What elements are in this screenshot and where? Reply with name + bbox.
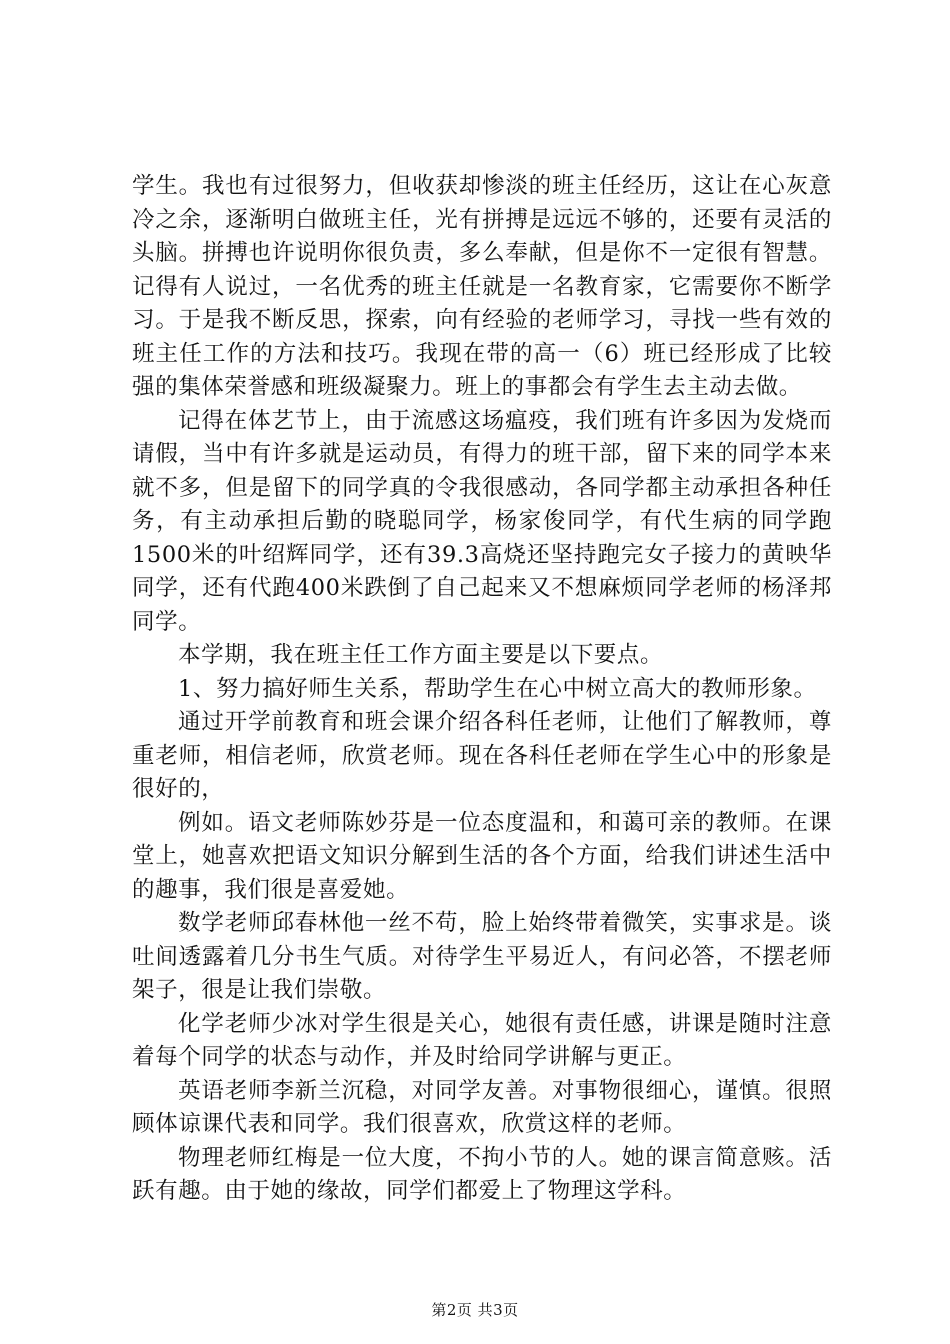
paragraph-6: 例如。语文老师陈妙芬是一位态度温和，和蔼可亲的教师。在课堂上，她喜欢把语文知识分解到生活的各个方面，给我们讲述生活中的趣事，我们很是喜爱她。 [132, 809, 832, 903]
paragraph-2: 记得在体艺节上，由于流感这场瘟疫，我们班有许多因为发烧而请假，当中有许多就是运动员，有得力的班干部，留下来的同学本来就不多，但是留下的同学真的令我很感动，各同学都主动承担各种任务，有主动承担后勤的晓聪同学，杨家俊同学，有代生病的同学跑1500米的叶绍辉同学，还有39.3高烧还坚持跑完女子接力的黄映华同学，还有代跑400米跌倒了自己起来又不想麻烦同学老师的杨泽邦同学。 [132, 407, 832, 635]
document-body [132, 170, 832, 1209]
paragraph-9: 英语老师李新兰沉稳，对同学友善。对事物很细心，谨慎。很照顾体谅课代表和同学。我们很喜欢，欣赏这样的老师。 [132, 1077, 832, 1137]
paragraph-7: 数学老师邱春林他一丝不苟，脸上始终带着微笑，实事求是。谈吐间透露着几分书生气质。对待学生平易近人，有问必答，不摆老师架子，很是让我们崇敬。 [132, 910, 832, 1003]
paragraph-3: 本学期，我在班主任工作方面主要是以下要点。 [178, 642, 664, 668]
paragraph-10: 物理老师红梅是一位大度，不拘小节的人。她的课言简意赅。活跃有趣。由于她的缘故，同学们都爱上了物理这学科。 [132, 1144, 832, 1204]
paragraph-1: 学生。我也有过很努力，但收获却惨淡的班主任经历，这让在心灰意冷之余，逐渐明白做班主任，光有拼搏是远远不够的，还要有灵活的头脑。拼搏也许说明你很负责，多么奉献，但是你不一定很有智慧。记得有人说过，一名优秀的班主任就是一名教育家，它需要你不断学习。于是我不断反思，探索，向有经验的老师学习，寻找一些有效的班主任工作的方法和技巧。我现在带的高一（6）班已经形成了比较强的集体荣誉感和班级凝聚力。班上的事都会有学生去主动去做。 [132, 173, 832, 400]
paragraph-4: 1、努力搞好师生关系，帮助学生在心中树立高大的教师形象。 [178, 675, 817, 702]
page-footer: 第2页 共3页 [431, 1301, 519, 1319]
paragraph-8: 化学老师少冰对学生很是关心，她很有责任感，讲课是随时注意着每个同学的状态与动作，并及时给同学讲解与更正。 [132, 1010, 832, 1070]
paragraph-5: 通过开学前教育和班会课介绍各科任老师，让他们了解教师，尊重老师，相信老师，欣赏老师。现在各科任老师在学生心中的形象是很好的， [132, 709, 832, 802]
